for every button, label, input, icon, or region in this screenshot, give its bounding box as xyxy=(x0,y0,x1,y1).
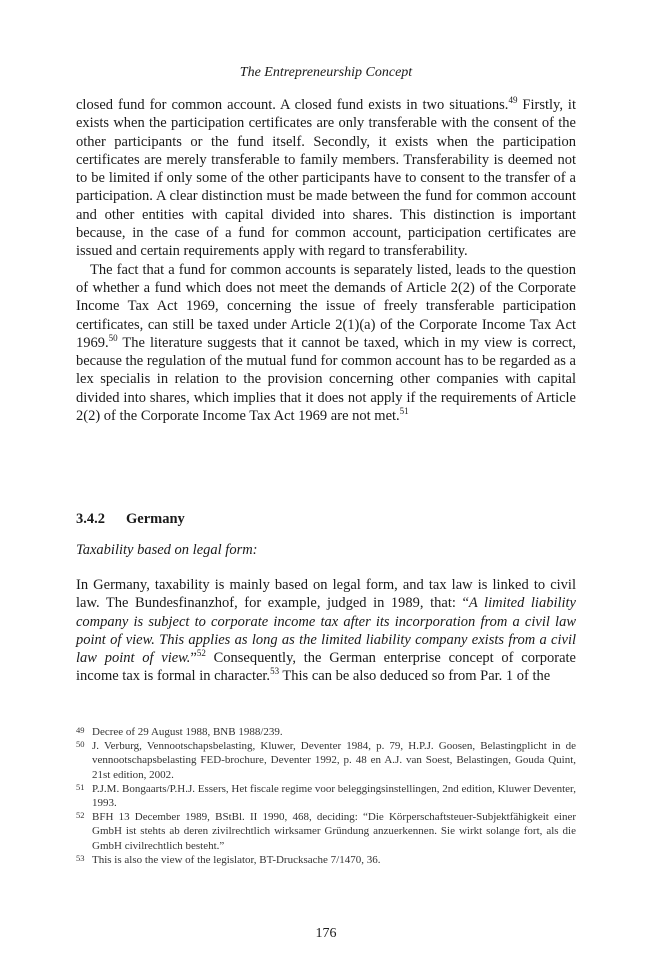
paragraph-text: Consequently, the German enterprise concept of corporate income tax is formal in character. xyxy=(76,650,576,685)
footnote xyxy=(76,739,576,782)
body-bottom xyxy=(76,576,576,686)
footnote-text: This is also the view of the legislator, BT-Drucksache 7/1470, 36. xyxy=(92,853,381,866)
footnote-ref: 53 xyxy=(270,666,280,677)
footnote-text: P.J.M. Bongaarts/P.H.J. Essers, Het fiscale regime voor beleggingsinstellingen, 2nd edition, Kluwer Deventer, 1993. xyxy=(92,782,576,810)
section-title: Germany xyxy=(126,511,185,527)
footnote-text: BFH 13 December 1989, BStBl. II 1990, 468, deciding: “Die Körperschaftsteuer-Subjektfähigkeit einer GmbH ist stehts ab deren zivilrechtlich wirksamer Gründung anzuerkennen. Sie wirkt solange fort, als die GmbH civilrechtlich besteht.” xyxy=(92,811,576,852)
paragraph-text: Firstly, it exists when the participation certificates are only transferable with the consent of the other participants or the fund itself. Secondly, it exists when the participation certificates are merely transferable to family members. Transferability is deemed not to be limited if only some of the other participants have to consent to the transfer of a participation. A clear distinction must be made between the fund for common account and other entities with capital divided into shares. This distinction is important because, in the case of a fund for common account, participation certificates are issued and certain requirements apply with regard to transferability. xyxy=(76,97,576,260)
paragraph-text: In Germany, taxability is mainly based on legal form, and tax law is linked to civil law. The Bundesfinanzhof, for example, judged in 1989, that: “ xyxy=(76,577,576,612)
footnote xyxy=(76,810,576,853)
footnote xyxy=(76,853,576,867)
footnote-number: 51 xyxy=(76,781,85,792)
page-number: 176 xyxy=(315,926,337,941)
footnote-ref: 51 xyxy=(399,406,409,417)
body-top xyxy=(76,96,576,425)
paragraph-text: The fact that a fund for common accounts is separately listed, leads to the question of whether a fund which does not meet the demands of Article 2(2) of the Corporate Income Tax Act 1969, concerning the issue of freely transferable participation certificates, can still be taxed under Article 2(1)(a) of the Corporate Income Tax Act 1969. xyxy=(76,261,576,351)
footnote-number: 49 xyxy=(76,725,85,735)
paragraph-text: The literature suggests that it cannot be taxed, which in my view is correct, because the regulation of the mutual fund for common account has to be regarded as a lex specialis in relation to the provision concerning other companies with capital divided into shares, which implies that it does not apply if the requirements of Article 2(2) of the Corporate Income Tax Act 1969 are not met. xyxy=(76,334,576,425)
paragraph-1 xyxy=(76,96,576,261)
paragraph-3 xyxy=(76,576,576,686)
footnote-ref: 49 xyxy=(508,95,518,106)
footnote-number: 53 xyxy=(76,852,85,863)
footnote-ref: 52 xyxy=(196,648,206,659)
paragraph-text: closed fund for common account. A closed fund exists in two situations. xyxy=(76,97,509,113)
footnote xyxy=(76,725,576,739)
running-head: The Entrepreneurship Concept xyxy=(239,65,413,80)
footnote-text: J. Verburg, Vennootschapsbelasting, Kluwer, Deventer 1984, p. 79, H.P.J. Goosen, Belastingplicht in de vennootschapsbelasting FED-brochure, Deventer 1992, p. 48 en A.J. van Soest, Belastingen, Gouda Quint, 21st edition, 2002. xyxy=(92,740,576,781)
footnote xyxy=(76,782,576,810)
paragraph-2 xyxy=(76,261,576,426)
footnote-text: Decree of 29 August 1988, BNB 1988/239. xyxy=(92,726,283,738)
footnote-ref: 50 xyxy=(108,333,118,344)
paragraph-text: This can be also deduced so from Par. 1 of the xyxy=(279,668,551,685)
section-heading xyxy=(76,510,185,528)
subheading: Taxability based on legal form: xyxy=(76,542,258,558)
footnote-number: 52 xyxy=(76,810,85,821)
footnote-number: 50 xyxy=(76,739,85,750)
quotation: A limited liability company is subject to corporate income tax after its incorporation from a civil law point of view. This applies as long as the limited liability company exists from a civil law point of view. xyxy=(76,595,576,667)
footnotes xyxy=(76,725,576,867)
quote-mark: ” xyxy=(190,650,197,667)
section-number: 3.4.2 xyxy=(76,511,105,527)
